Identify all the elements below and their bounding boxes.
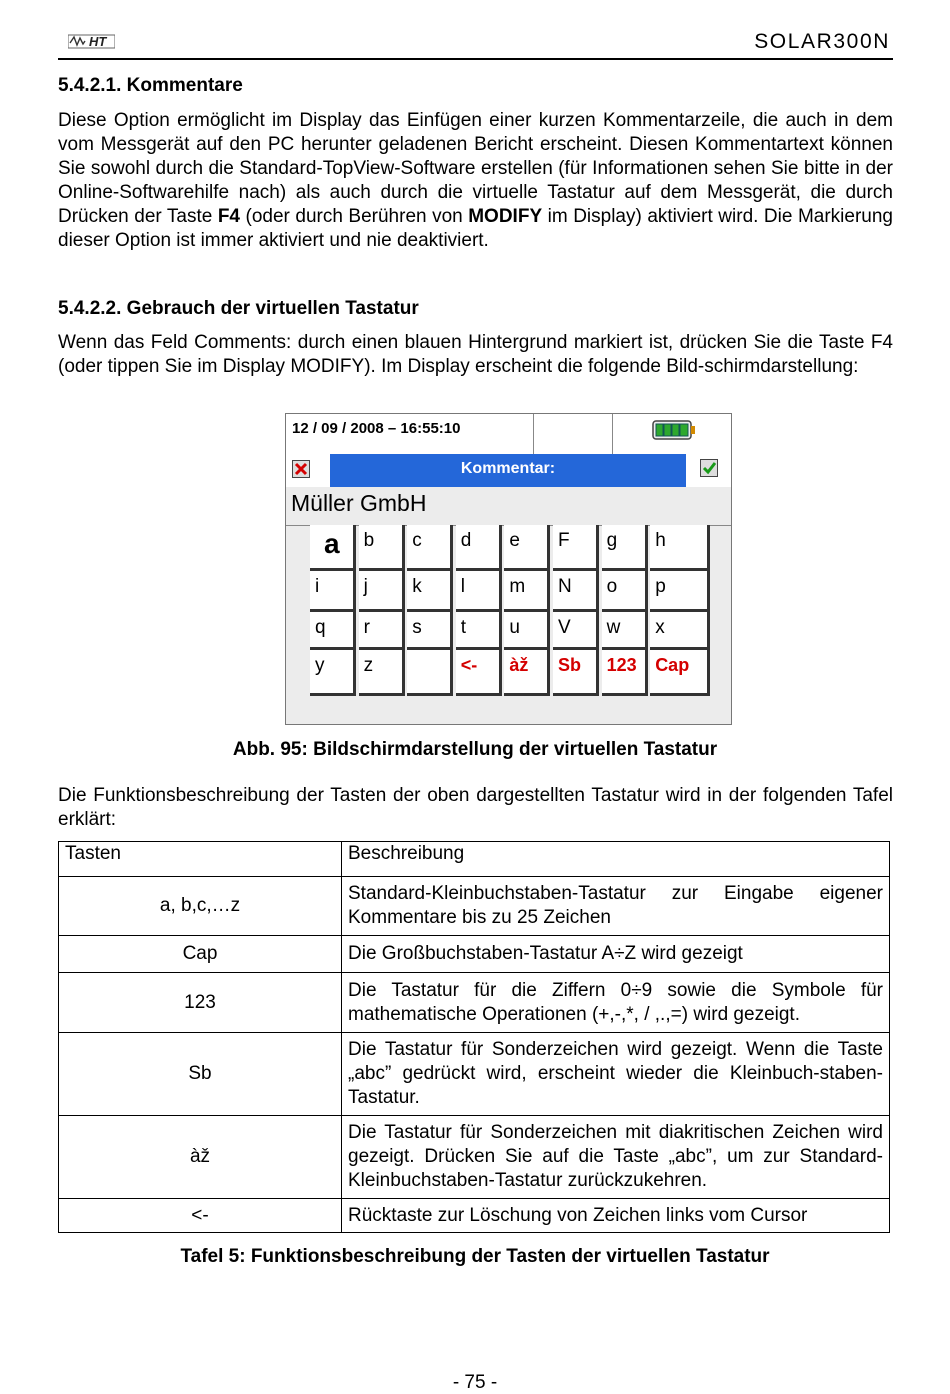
keyboard-key[interactable]: 123	[602, 650, 648, 696]
cancel-icon[interactable]	[292, 460, 310, 478]
battery-icon	[652, 419, 697, 441]
keyboard-key[interactable]: Cap	[650, 650, 710, 696]
datetime: 12 / 09 / 2008 – 16:55:10	[292, 420, 461, 437]
keyboard-key[interactable]: m	[504, 571, 550, 612]
keyboard-key[interactable]: F	[553, 525, 599, 571]
keyboard-key[interactable]: a	[310, 525, 356, 571]
screen-title-bar	[286, 454, 731, 488]
table-row: Cap Die Großbuchstaben-Tastatur A÷Z wird gezeigt	[59, 936, 890, 973]
keyboard-key[interactable]: h	[650, 525, 710, 571]
device-screen	[285, 413, 732, 725]
header-rule	[58, 58, 893, 60]
keyboard-key[interactable]: t	[456, 612, 502, 650]
keyboard-key[interactable]: y	[310, 650, 356, 696]
table-row: Sb Die Tastatur für Sonderzeichen wird gezeigt. Wenn die Taste „abc” gedrückt wird, erscheint wieder die Kleinbuch-staben-Tastatur.	[59, 1033, 890, 1116]
keyboard-key[interactable]: d	[456, 525, 502, 571]
key-modify: MODIFY	[468, 206, 543, 227]
table-intro: Die Funktionsbeschreibung der Tasten der oben dargestellten Tastatur wird in der folgenden Tafel erklärt:	[58, 785, 893, 830]
screen-status-bar	[286, 414, 731, 455]
keyboard-key[interactable]: w	[602, 612, 648, 650]
product-name: SOLAR300N	[754, 30, 890, 53]
section-heading-kommentare: 5.4.2.1. Kommentare	[58, 75, 243, 96]
key-f4: F4	[217, 206, 240, 227]
table-row: 123 Die Tastatur für die Ziffern 0÷9 sowie die Symbole für mathematische Operationen (+,-,*, / ,.,=) wird gezeigt.	[59, 973, 890, 1033]
table-row: a, b,c,…z Standard-Kleinbuchstaben-Tastatur zur Eingabe eigener Kommentare bis zu 25 Zeichen	[59, 877, 890, 936]
comment-entry-text: Müller GmbH	[291, 490, 427, 516]
table-header-row	[59, 842, 890, 877]
keyboard-key[interactable]: c	[407, 525, 453, 571]
table-row: àž Die Tastatur für Sonderzeichen mit diakritischen Zeichen wird gezeigt. Drücken Sie auf die Taste „abc”, um zur Standard-Kleinbuchstaben-Tastatur zurückzukehren.	[59, 1116, 890, 1199]
header-description: Beschreibung	[342, 842, 890, 877]
table-caption: Tafel 5: Funktionsbeschreibung der Tasten der virtuellen Tastatur	[180, 1246, 770, 1267]
keyboard-key[interactable]: Sb	[553, 650, 599, 696]
section-1-paragraph: Diese Option ermöglicht im Display das Einfügen einer kurzen Kommentarzeile, die auch in dem vom Messgerät auf den PC herunter geladenen Bericht erscheint. Diesen Kommentartext können Sie sowohl durch die Standard-TopView-Software erstellen (für Informationen sehen Sie bitte in der Online-Softwarehilfe nach) als auch durch die virtuelle Tastatur auf dem Messgerät, die durch Drücken der Taste F4 (oder durch Berühren von MODIFY im Display) aktiviert wird. Die Markierung dieser Option ist immer aktiviert und nie deaktiviert.	[58, 110, 893, 251]
header-keys: Tasten	[59, 842, 342, 877]
keyboard-key[interactable]: <-	[456, 650, 502, 696]
confirm-check-icon[interactable]	[700, 459, 718, 477]
keyboard-key[interactable]: àž	[504, 650, 550, 696]
section-2-paragraph: Wenn das Feld Comments: durch einen blauen Hintergrund markiert ist, drücken Sie die Taste F4 (oder tippen Sie im Display MODIFY). Im Display erscheint die folgende Bild-schirmdarstellung:	[58, 332, 893, 377]
keyboard-key[interactable]: r	[359, 612, 405, 650]
keyboard-key[interactable]: s	[407, 612, 453, 650]
keyboard-key[interactable]	[407, 650, 453, 696]
keyboard-key[interactable]: i	[310, 571, 356, 612]
keyboard-key[interactable]: l	[456, 571, 502, 612]
keyboard-key[interactable]: j	[359, 571, 405, 612]
keyboard-key[interactable]: x	[650, 612, 710, 650]
page-number: - 75 -	[452, 1372, 498, 1393]
logo-text: HT	[89, 34, 107, 49]
section-heading-tastatur: 5.4.2.2. Gebrauch der virtuellen Tastatur	[58, 298, 419, 319]
table-row: <- Rücktaste zur Löschung von Zeichen links vom Cursor	[59, 1199, 890, 1233]
keyboard-key[interactable]: p	[650, 571, 710, 612]
keyboard-key[interactable]: o	[602, 571, 648, 612]
keyboard-key[interactable]: q	[310, 612, 356, 650]
keyboard-key[interactable]: e	[504, 525, 550, 571]
keyboard-key[interactable]: z	[359, 650, 405, 696]
ht-logo-icon	[68, 33, 115, 49]
screen-title: Kommentar:	[460, 460, 556, 477]
keyboard-key[interactable]: b	[359, 525, 405, 571]
keyboard-key[interactable]: k	[407, 571, 453, 612]
keyboard-key[interactable]: u	[504, 612, 550, 650]
figure-caption: Abb. 95: Bildschirmdarstellung der virtuellen Tastatur	[232, 739, 718, 760]
key-description-table	[58, 841, 890, 1233]
keyboard-key[interactable]: g	[602, 525, 648, 571]
keyboard-key[interactable]: V	[553, 612, 599, 650]
keyboard-key[interactable]: N	[553, 571, 599, 612]
comment-entry-field[interactable]	[286, 487, 731, 526]
